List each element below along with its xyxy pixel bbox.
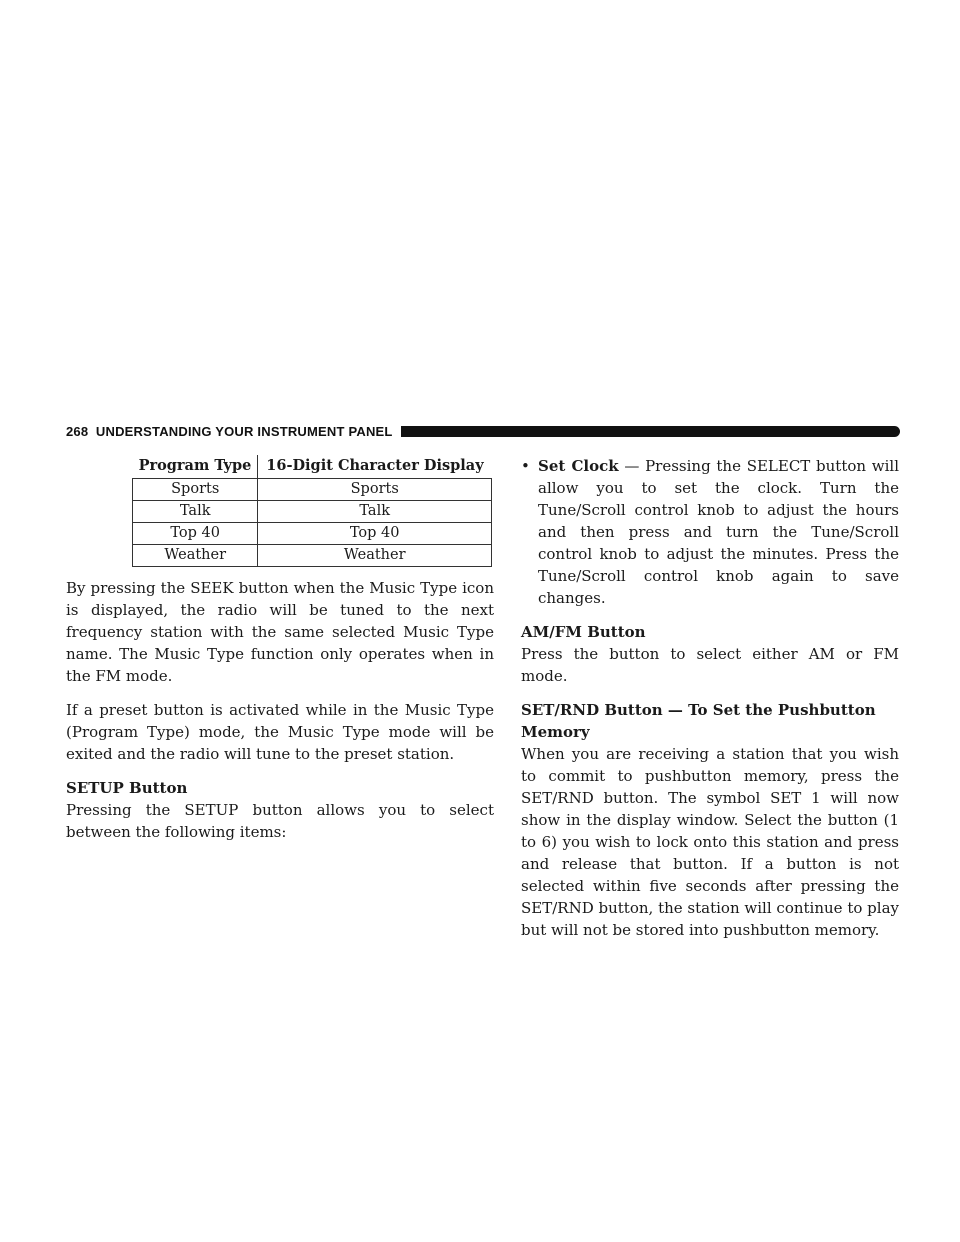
bullet-lead: Set Clock [538,457,619,475]
section-title: UNDERSTANDING YOUR INSTRUMENT PANEL [95,423,393,439]
header-title [66,424,393,439]
program-type-table [132,455,492,567]
table-cell: Weather [258,545,492,567]
setrnd-paragraph: When you are receiving a station that you wish to commit to pushbutton memory, press the SET/RND button. The symbol SET 1 will now show in the display window. Select the button (1 to 6) you wish to lock onto this station and press and release that button. If a button is not selected within five seconds after pressing the SET/RND button, the station will continue to play but will not be stored into pushbutton memory. [521,745,899,939]
table-cell: Talk [133,501,258,523]
page-number: 268 [66,423,89,439]
table-row [133,545,492,567]
table-header-cell: Program Type [133,455,258,479]
header-rule [401,426,900,437]
bullet-body: — Pressing the SELECT button will allow you to set the clock. Turn the Tune/Scroll control knob to adjust the hours and then press and turn the Tune/Scroll control knob to adjust the minutes. Press the Tune/Scroll control knob again to save changes. [538,457,899,607]
setup-paragraph: Pressing the SETUP button allows you to select between the following items: [66,801,494,841]
table-row [133,479,492,501]
set-clock-bullet [521,455,899,609]
amfm-paragraph: Press the button to select either AM or FM mode. [521,645,899,685]
bullet-text [538,455,899,609]
right-column [521,455,899,953]
table-row [133,523,492,545]
table-header-cell: 16-Digit Character Display [258,455,492,479]
table-cell: Top 40 [133,523,258,545]
setup-heading: SETUP Button [66,779,188,797]
table-row [133,501,492,523]
left-column [66,455,494,855]
page-header [66,420,900,442]
seek-paragraph: By pressing the SEEK button when the Music Type icon is displayed, the radio will be tuned to the next frequency station with the same selected Music Type name. The Music Type function only operates when in the FM mode. [66,579,494,685]
table-cell: Top 40 [258,523,492,545]
table-cell: Weather [133,545,258,567]
table-cell: Sports [133,479,258,501]
bullet-mark: • [521,457,530,475]
setrnd-heading: SET/RND Button — To Set the Pushbutton Memory [521,701,876,741]
table-cell: Sports [258,479,492,501]
amfm-heading: AM/FM Button [521,623,646,641]
table-cell: Talk [258,501,492,523]
preset-paragraph: If a preset button is activated while in the Music Type (Program Type) mode, the Music Type mode will be exited and the radio will tune to the preset station. [66,701,494,763]
table-header-row [133,455,492,479]
